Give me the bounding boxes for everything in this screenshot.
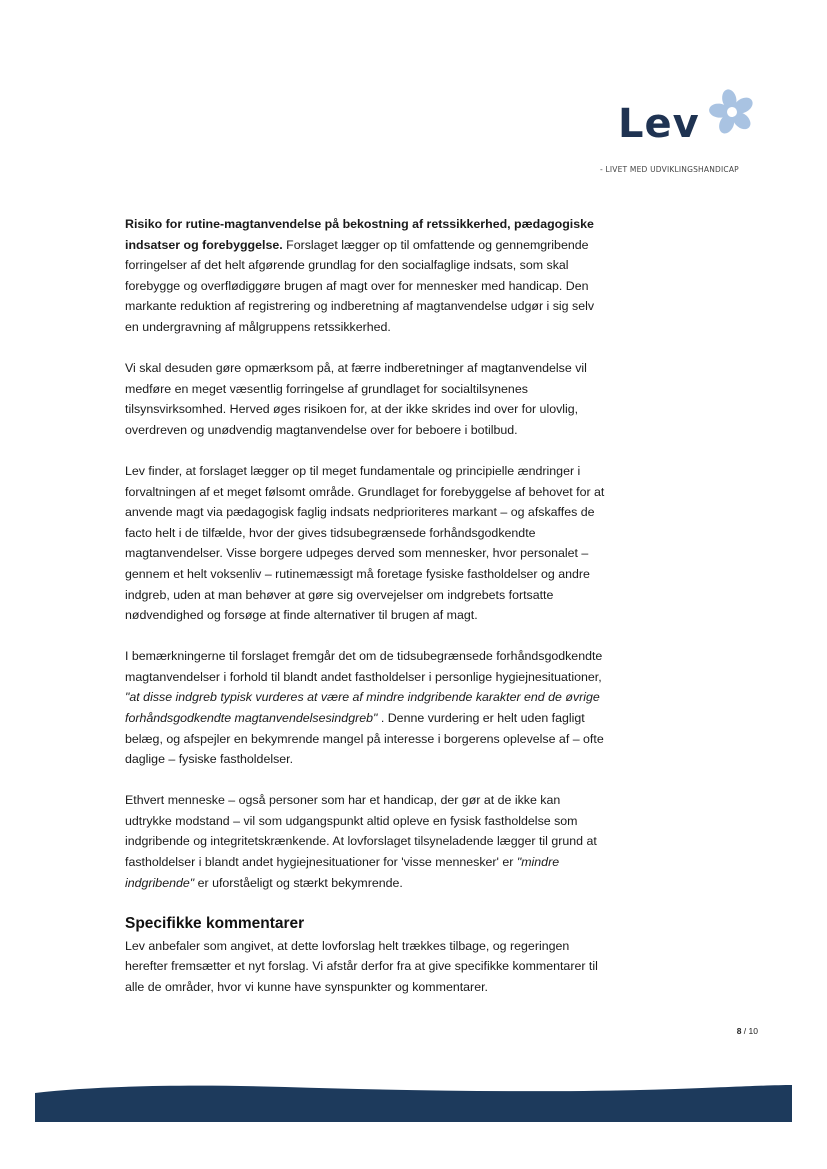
paragraph-text: Vi skal desuden gøre opmærksom på, at færre indberetninger af magtanvendelse vil medføre en meget væsentlig forringelse af grundlaget for socialtilsynenes tilsynsvirksomhed. Herved øges risikoen for, at der ikke skrides ind over for ulovlig, overdreven og unødvendig magtanvendelse over for beboere i botilbud. <box>125 361 587 437</box>
paragraph-text: . Denne vurdering er helt uden fagligt belæg, og afspejler en bekymrende mangel på interesse i borgerens oplevelse af – ofte daglige – fysiske fastholdelser. <box>125 710 604 767</box>
footer-wave-band <box>35 1076 792 1122</box>
paragraph-text: Lev finder, at forslaget lægger op til meget fundamentale og principielle ændringer i forvaltningen af et meget følsomt område. Grundlaget for forebyggelse af behovet for at anvende magt via pædagogisk faglig indsats nedprioriteres markant – og afskaffes de facto helt i de tilfælde, hvor der gives tidsubegrænsede forhåndsgodkendte magtanvendelser. Visse borgere udpeges derved som mennesker, hvor personalet – gennem et helt voksenliv – rutinemæssigt må foretage fysiske fastholdelser og andre indgreb, uden at man behøver at gøre sig overvejelser om indgrebets fortsatte nødvendighed og forsøge at finde alternativer til brugen af magt. <box>125 463 605 623</box>
paragraph-remarks <box>125 646 605 770</box>
paragraph-quote: "at disse indgreb typisk vurderes at være af mindre indgribende karakter end de øvrige forhåndsgodkendte magtanvendelsesindgreb" <box>125 690 600 725</box>
page-total: 10 <box>748 1026 758 1036</box>
paragraph-quote: "mindre indgribende" <box>125 855 560 890</box>
paragraph-text: I bemærkningerne til forslaget fremgår det om de tidsubegrænsede forhåndsgodkendte magtanvendelser i forhold til blandt andet fastholdelser i personlige hygiejnesituationer, <box>125 649 603 684</box>
lev-logo <box>598 88 758 178</box>
letter-body <box>125 214 605 1018</box>
page-current: 8 <box>736 1026 742 1036</box>
paragraph-every-person <box>125 790 605 893</box>
paragraph-text: Ethvert menneske – også personer som har et handicap, der gør at de ikke kan udtrykke modstand – vil som udgangspunkt altid opleve en fysisk fastholdelse som indgribende og integritetskrænkende. At lovforslaget tilsyneladende lægger til grund at fastholdelser i blandt andet hygiejnesituationer for 'visse mennesker' er <box>125 793 597 870</box>
section-heading: Specifikke kommentarer <box>125 914 305 932</box>
paragraph-text: Lev anbefaler som angivet, at dette lovforslag helt trækkes tilbage, og regeringen herefter fremsætter et nyt forslag. Vi afstår derfor fra at give specifikke kommentarer til alle de områder, hvor vi kunne have synspunkter og kommentarer. <box>125 938 598 994</box>
paragraph-risk <box>125 214 605 338</box>
paragraph-lead-bold: Risiko for rutine-magtanvendelse på bekostning af retssikkerhed, pædagogiske indsatser og forebyggelse. <box>125 217 594 252</box>
footer-wave-shape <box>35 1085 792 1122</box>
logo-tagline: - LIVET MED UDVIKLINGSHANDICAP <box>600 165 739 174</box>
paragraph-text: Forslaget lægger op til omfattende og gennemgribende forringelser af det helt afgørende grundlag for den socialfaglige indsats, som skal forebygge og overflødiggøre brugen af magt over for mennesker med handicap. Den markante reduktion af registrering og indberetning af magtanvendelse udgør i sig selv en undergravning af målgruppens retssikkerhed. <box>125 237 595 334</box>
paragraph-fundamental-changes <box>125 461 605 626</box>
paragraph-supervision <box>125 358 605 440</box>
page-separator: / <box>741 1026 749 1036</box>
page-number <box>700 1026 758 1036</box>
paragraph-text: er uforståeligt og stærkt bekymrende. <box>194 875 403 890</box>
logo-wordmark: Lev <box>618 101 700 147</box>
flower-icon <box>702 88 760 136</box>
paragraph-recommendation <box>125 936 605 998</box>
